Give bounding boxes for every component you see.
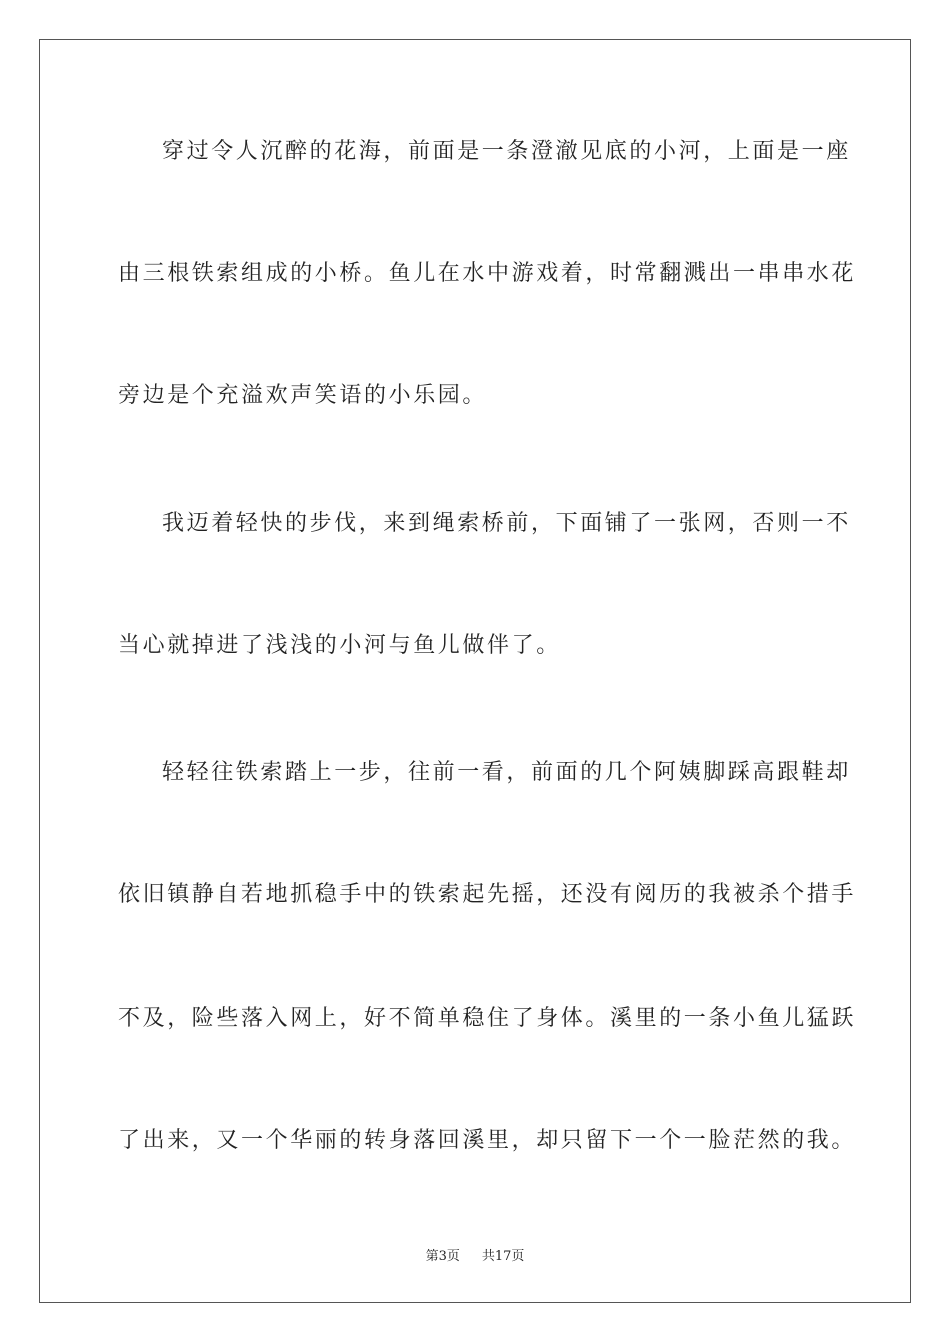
paragraph-1-line-2: 由三根铁索组成的小桥。鱼儿在水中游戏着，时常翻溅出一串串水花 <box>118 261 857 286</box>
paragraph-2-line-1: 我迈着轻快的步伐，来到绳索桥前，下面铺了一张网，否则一不 <box>162 511 851 536</box>
page-number: 第3页 <box>425 1249 460 1264</box>
page-footer <box>0 1248 950 1266</box>
page-border <box>39 39 911 1303</box>
paragraph-3-line-3: 不及，险些落入网上，好不简单稳住了身体。溪里的一条小鱼儿猛跃 <box>118 1006 857 1031</box>
paragraph-3-line-4: 了出来，又一个华丽的转身落回溪里，却只留下一个一脸茫然的我。 <box>118 1128 857 1153</box>
paragraph-3-line-2: 依旧镇静自若地抓稳手中的铁索起先摇，还没有阅历的我被杀个措手 <box>118 882 857 907</box>
paragraph-1-line-3: 旁边是个充溢欢声笑语的小乐园。 <box>118 383 488 408</box>
page-total: 共17页 <box>481 1249 525 1264</box>
paragraph-3-line-1: 轻轻往铁索踏上一步，往前一看，前面的几个阿姨脚踩高跟鞋却 <box>162 760 851 785</box>
paragraph-2-line-2: 当心就掉进了浅浅的小河与鱼儿做伴了。 <box>118 633 561 658</box>
paragraph-1-line-1: 穿过令人沉醉的花海，前面是一条澄澈见底的小河，上面是一座 <box>162 139 851 164</box>
